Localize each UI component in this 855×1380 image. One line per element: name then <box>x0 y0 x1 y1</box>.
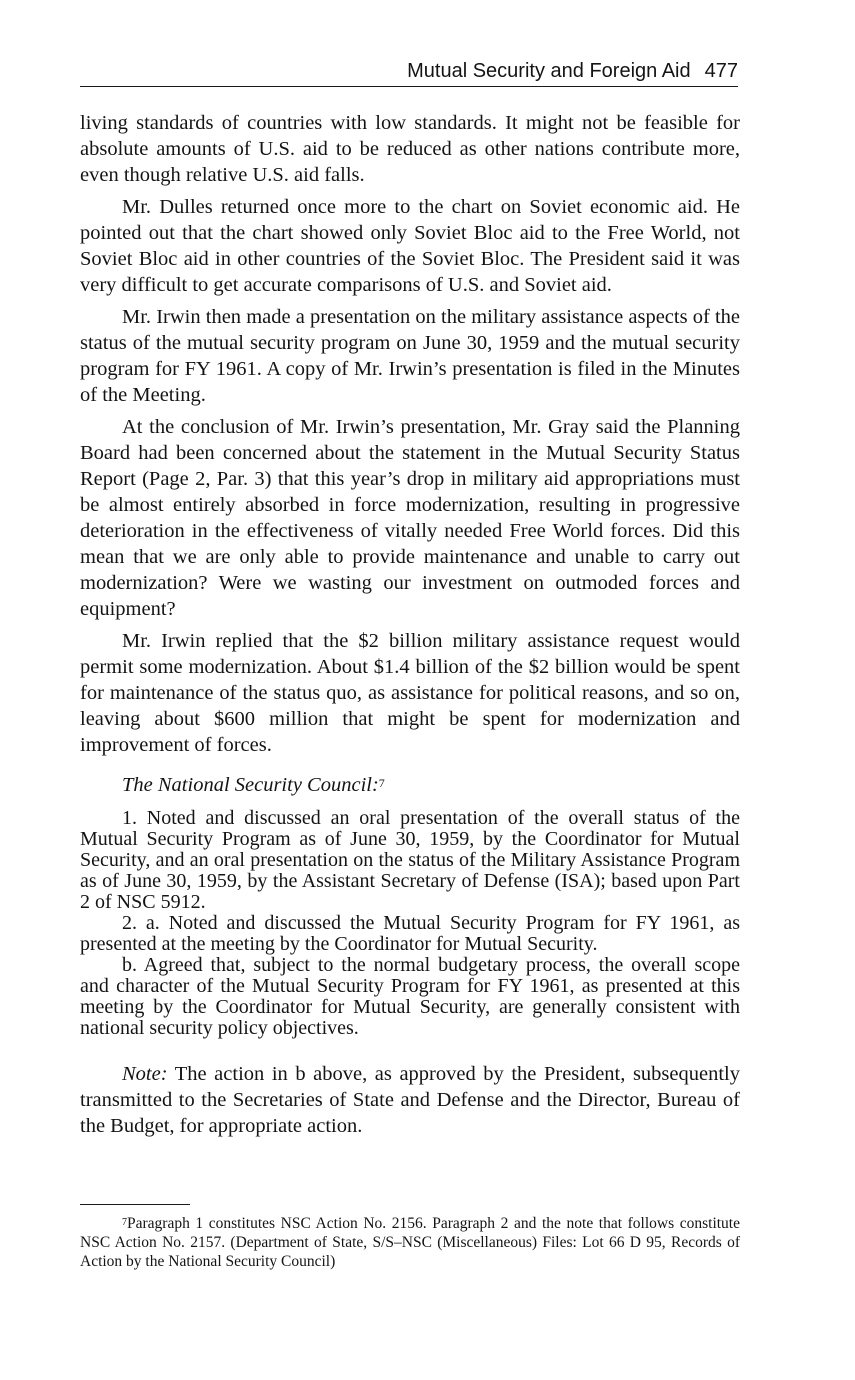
paragraph-irwin-presentation: Mr. Irwin then made a presentation on the military assistance aspects of the status of the mutual security program on June 30, 1959 and the mutual security program for FY 1961. A copy of Mr. Irwin’s presentation is filed in the Minutes of the Meeting. <box>80 306 740 406</box>
footnote-reference: 7 <box>378 776 385 790</box>
running-head <box>80 58 738 87</box>
footnote <box>80 1214 740 1271</box>
page-number: 477 <box>704 60 738 82</box>
paragraph-gray-question: At the conclusion of Mr. Irwin’s presentation, Mr. Gray said the Planning Board had been concerned about the statement in the Mutual Security Status Report (Page 2, Par. 3) that this year’s drop in military aid appropriations must be almost entirely absorbed in force modernization, resulting in progressive deterioration in the effectiveness of vitally needed Free World forces. Did this mean that we are only able to provide maintenance and unable to carry out modernization? Were we wasting our investment on outmoded forces and equipment? <box>80 416 740 620</box>
note-text: The action in b above, as approved by the President, subsequently transmitted to the Secretaries of State and Defense and the Director, Bureau of the Budget, for appropriate action. <box>80 1063 740 1137</box>
footnote-marker: 7 <box>122 1217 127 1228</box>
running-head-title: Mutual Security and Foreign Aid <box>407 60 691 82</box>
page-body <box>80 110 740 1139</box>
footnote-divider <box>80 1204 190 1205</box>
action-item-1: 1. Noted and discussed an oral presentation of the overall status of the Mutual Security Program as of June 30, 1959, by the Coordinator for Mutual Security, and an oral presentation on the status of the Military Assistance Program as of June 30, 1959, by the Assistant Secretary of Defense (ISA); based upon Part 2 of NSC 5912. <box>80 807 740 913</box>
action-item-2a: 2. a. Noted and discussed the Mutual Security Program for FY 1961, as presented at the meeting by the Coordinator for Mutual Security. <box>80 912 740 955</box>
council-heading-text: The National Security Council: <box>122 774 379 796</box>
paragraph-dulles-chart: Mr. Dulles returned once more to the chart on Soviet economic aid. He pointed out that the chart showed only Soviet Bloc aid to the Free World, not Soviet Bloc aid in other countries of the Soviet Bloc. The President said it was very difficult to get accurate comparisons of U.S. and Soviet aid. <box>80 196 740 296</box>
action-item-2b: b. Agreed that, subject to the normal budgetary process, the overall scope and character of the Mutual Security Program for FY 1961, as presented at this meeting by the Coordinator for Mutual Security, are generally consistent with national security policy objectives. <box>80 954 740 1039</box>
note-paragraph <box>80 1061 740 1139</box>
paragraph-irwin-reply: Mr. Irwin replied that the $2 billion military assistance request would permit some modernization. About $1.4 billion of the $2 billion would be spent for maintenance of the status quo, as assistance for political reasons, and so on, leaving about $600 million that might be spent for modernization and improvement of forces. <box>80 630 740 756</box>
council-heading <box>122 772 740 798</box>
footnote-text: Paragraph 1 constitutes NSC Action No. 2156. Paragraph 2 and the note that follows constitute NSC Action No. 2157. (Department of State, S/S–NSC (Miscellaneous) Files: Lot 66 D 95, Records of Action by the National Security Council) <box>80 1215 740 1270</box>
paragraph-continuation: living standards of countries with low standards. It might not be feasible for absolute amounts of U.S. aid to be reduced as other nations contribute more, even though relative U.S. aid falls. <box>80 112 740 186</box>
note-label: Note: <box>122 1063 168 1085</box>
